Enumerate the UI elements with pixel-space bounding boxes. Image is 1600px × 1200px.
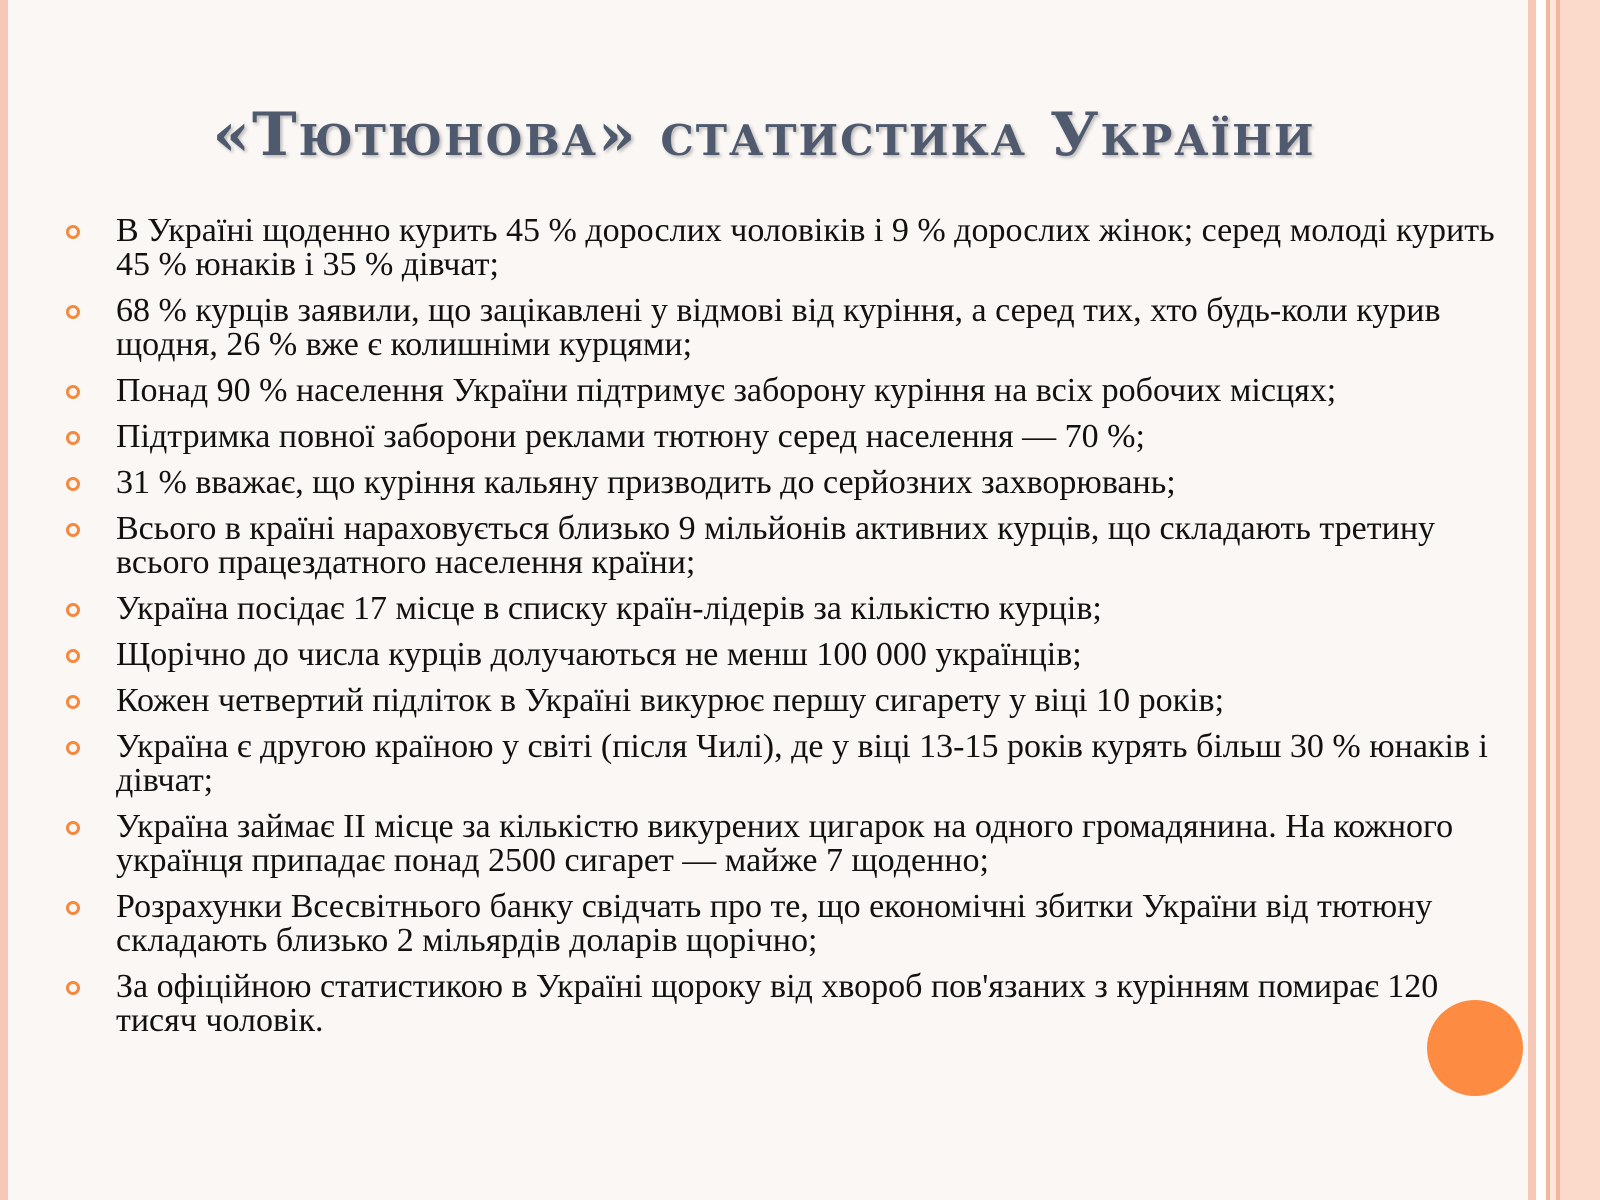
bullet-item — [66, 730, 1498, 798]
bullet-circle-icon — [66, 901, 80, 915]
bullet-item — [66, 214, 1498, 282]
bullet-text: Понад 90 % населення України підтримує заборону куріння на всіх робочих місцях; — [116, 372, 1337, 409]
bullet-circle-icon — [66, 695, 80, 709]
bullet-circle-icon — [66, 225, 80, 239]
bullet-text: Всього в країні нараховується близько 9 мільйонів активних курців, що складають третину всього працездатного населення країни; — [116, 510, 1436, 581]
bullet-item — [66, 638, 1498, 672]
bullet-circle-icon — [66, 523, 80, 537]
bullet-circle-icon — [66, 385, 80, 399]
bullet-item — [66, 890, 1498, 958]
bullet-item — [66, 374, 1498, 408]
bullet-text: 31 % вважає, що куріння кальяну призводить до серйозних захворювань; — [116, 464, 1176, 501]
bullet-circle-icon — [66, 305, 80, 319]
left-border-stripe — [0, 0, 8, 1200]
bullet-list — [66, 214, 1498, 1050]
slide-title: «Тютюнова» статистика України — [212, 100, 1316, 170]
bullet-text: Підтримка повної заборони реклами тютюну серед населення — 70 %; — [116, 418, 1145, 455]
bullet-text: Україна є другою країною у світі (після Чилі), де у віці 13-15 років курять більш 30 % юнаків і дівчат; — [116, 728, 1488, 799]
bullet-item — [66, 512, 1498, 580]
decorative-circle — [1427, 1000, 1523, 1096]
right-border-stripe — [1528, 0, 1536, 1200]
bullet-circle-icon — [66, 477, 80, 491]
bullet-text: В Україні щоденно курить 45 % дорослих чоловіків і 9 % дорослих жінок; серед молоді курить 45 % юнаків і 35 % дівчат; — [116, 212, 1495, 283]
bullet-item — [66, 466, 1498, 500]
bullet-circle-icon — [66, 741, 80, 755]
bullet-circle-icon — [66, 981, 80, 995]
bullet-item — [66, 810, 1498, 878]
bullet-item — [66, 970, 1498, 1038]
bullet-text: Щорічно до числа курців долучаються не менш 100 000 українців; — [116, 636, 1082, 673]
right-border-stripe — [1560, 0, 1600, 1200]
bullet-circle-icon — [66, 603, 80, 617]
bullet-item — [66, 592, 1498, 626]
bullet-text: За офіційною статистикою в Україні щороку від хвороб пов'язаних з курінням помирає 120 тисяч чоловік. — [116, 968, 1439, 1039]
bullet-circle-icon — [66, 649, 80, 663]
bullet-text: Кожен четвертий підліток в Україні викурює першу сигарету у віці 10 років; — [116, 682, 1225, 719]
bullet-text: Розрахунки Всесвітнього банку свідчать про те, що економічні збитки України від тютюну складають близько 2 мільярдів доларів щорічно; — [116, 888, 1433, 959]
bullet-item — [66, 420, 1498, 454]
bullet-text: Україна займає II місце за кількістю викурених цигарок на одного громадянина. На кожного українця припадає понад 2500 сигарет — майже 7 щоденно; — [116, 808, 1454, 879]
bullet-text: 68 % курців заявили, що зацікавлені у відмові від куріння, а серед тих, хто будь-коли курив щодня, 26 % вже є колишніми курцями; — [116, 292, 1441, 363]
bullet-text: Україна посідає 17 місце в списку країн-лідерів за кількістю курців; — [116, 590, 1102, 627]
bullet-item — [66, 684, 1498, 718]
bullet-item — [66, 294, 1498, 362]
right-border-stripe — [1536, 0, 1546, 1200]
bullet-circle-icon — [66, 431, 80, 445]
bullet-circle-icon — [66, 821, 80, 835]
